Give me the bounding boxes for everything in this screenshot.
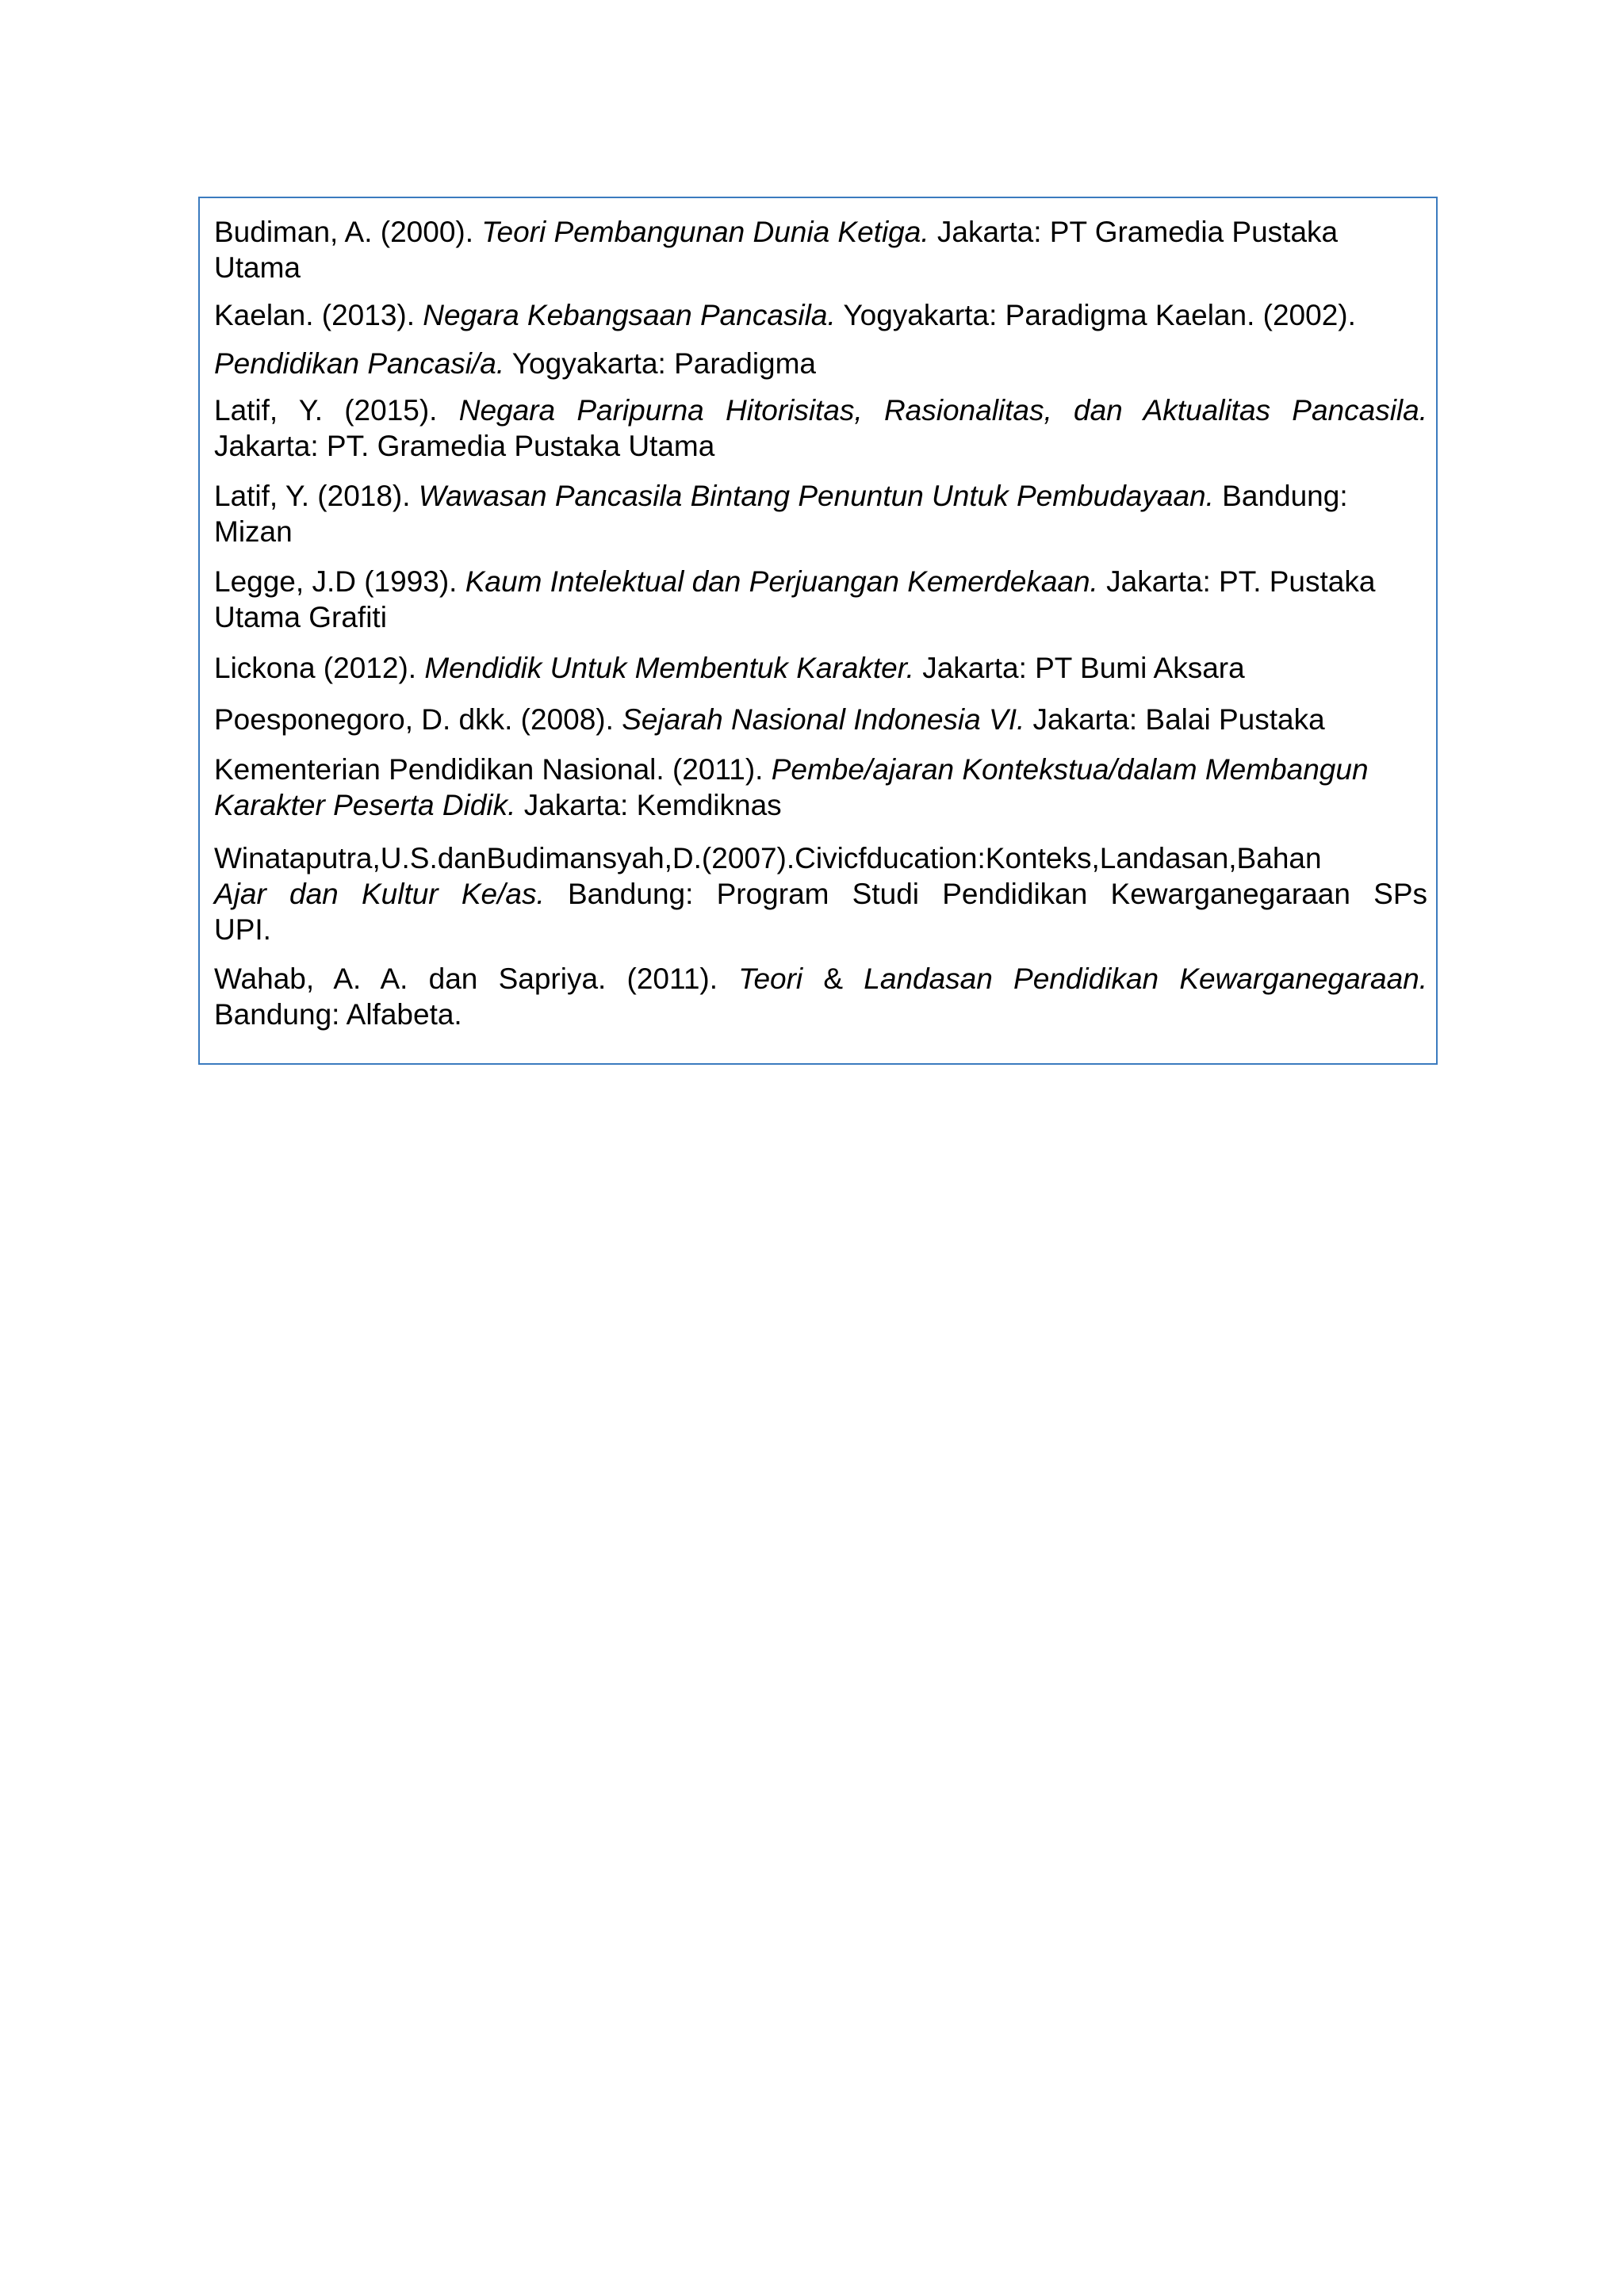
reference-line [214,961,1427,997]
reference-line [214,840,1427,876]
reference-entry [214,214,1427,285]
reference-line [214,428,1427,464]
reference-entry [214,752,1427,823]
reference-line [214,392,1427,428]
reference-text: UPI. [214,913,271,946]
reference-line [214,912,1427,947]
reference-text: Legge, J.D (1993). [214,565,465,598]
reference-entry [214,840,1427,947]
reference-text: Lickona (2012). [214,652,425,684]
reference-line [214,297,1427,333]
reference-title-text: Wawasan Pancasila Bintang Penuntun Untuk Pembudayaan. [418,480,1214,512]
reference-entry [214,702,1427,737]
reference-text: Jakarta: Balai Pustaka [1025,703,1325,736]
reference-title-text: Ajar dan Kultur Ke/as. [214,878,545,910]
reference-text: & [802,962,864,995]
reference-line [214,214,1427,250]
reference-line [214,876,1427,912]
reference-line [214,514,1427,549]
reference-title-text: Negara Kebangsaan Pancasila. [423,299,836,331]
reference-title-text: Pendidikan Pancasi/a. [214,347,505,380]
reference-text: Yogyakarta: Paradigma Kaelan. (2002). [835,299,1356,331]
reference-line [214,599,1427,635]
reference-text: Latif, Y. (2018). [214,480,419,512]
reference-text: Jakarta: PT. Pustaka [1097,565,1376,598]
reference-line [214,250,1427,285]
reference-entry [214,478,1427,549]
reference-line [214,650,1427,686]
reference-line [214,346,1427,381]
reference-line [214,564,1427,599]
reference-title-text: Kaum Intelektual dan Perjuangan Kemerdekaan. [465,565,1098,598]
reference-text: Yogyakarta: Paradigma [504,347,817,380]
reference-text: Bandung: Alfabeta. [214,998,462,1031]
reference-text: Utama [214,251,301,284]
reference-line [214,997,1427,1032]
reference-title-text: Teori Pembangunan Dunia Ketiga. [481,216,929,248]
reference-text: Kementerian Pendidikan Nasional. (2011). [214,753,772,786]
reference-text: Jakarta: PT. Gramedia Pustaka Utama [214,430,715,462]
reference-title-text: Teori [738,962,803,995]
reference-title-text: Pembe/ajaran Kontekstua/dalam Membangun [771,753,1369,786]
reference-entry [214,392,1427,464]
reference-text: Winataputra,U.S.danBudimansyah,D.(2007).Civicfducation:Konteks,Landasan,Bahan [214,842,1322,874]
reference-line [214,702,1427,737]
references-box [198,197,1438,1065]
reference-text: Jakarta: Kemdiknas [515,789,782,821]
reference-line [214,752,1427,787]
reference-text: Bandung: [1213,480,1348,512]
reference-line [214,787,1427,823]
reference-text: Bandung: Program Studi Pendidikan Kewarganegaraan SPs [544,878,1427,910]
reference-title-text: Landasan Pendidikan Kewarganegaraan. [864,962,1428,995]
reference-text: Jakarta: PT Gramedia Pustaka [929,216,1339,248]
reference-text: Utama Grafiti [214,601,387,633]
reference-title-text: Mendidik Untuk Membentuk Karakter. [424,652,914,684]
reference-title-text: Karakter Peserta Didik. [214,789,516,821]
reference-entry [214,961,1427,1032]
reference-entry [214,297,1427,333]
reference-title-text: Sejarah Nasional Indonesia VI. [622,703,1025,736]
reference-text: Budiman, A. (2000). [214,216,482,248]
reference-entry [214,346,1427,381]
reference-text: Jakarta: PT Bumi Aksara [914,652,1245,684]
reference-text: Kaelan. (2013). [214,299,423,331]
reference-entry [214,564,1427,635]
reference-line [214,478,1427,514]
reference-text: Poesponegoro, D. dkk. (2008). [214,703,622,736]
reference-text: Latif, Y. (2015). [214,394,459,427]
reference-text: Wahab, A. A. dan Sapriya. (2011). [214,962,739,995]
reference-entry [214,650,1427,686]
reference-text: Mizan [214,515,293,548]
reference-title-text: Negara Paripurna Hitorisitas, Rasionalitas, dan Aktualitas Pancasila. [458,394,1427,427]
